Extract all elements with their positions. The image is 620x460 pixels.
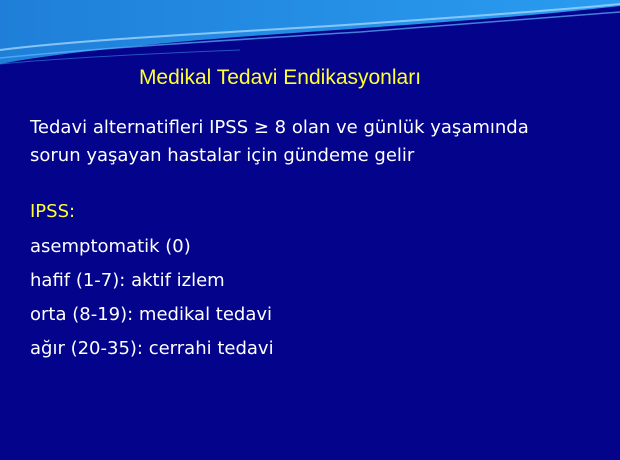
list-item: orta (8-19): medikal tedavi	[30, 304, 273, 325]
ipss-heading: IPSS:	[30, 201, 76, 222]
list-item: asemptomatik (0)	[30, 236, 191, 257]
slide-title: Medikal Tedavi Endikasyonları	[138, 66, 422, 89]
list-item: ağır (20-35): cerrahi tedavi	[30, 338, 274, 359]
slide-body	[30, 114, 610, 366]
list-item: hafif (1-7): aktif izlem	[30, 270, 225, 291]
intro-paragraph	[30, 114, 610, 170]
intro-line: Tedavi alternatifleri IPSS ≥ 8 olan ve günlük yaşamında	[30, 117, 529, 138]
intro-line: sorun yaşayan hastalar için gündeme gelir	[30, 145, 415, 166]
ipss-level-list	[30, 230, 610, 366]
